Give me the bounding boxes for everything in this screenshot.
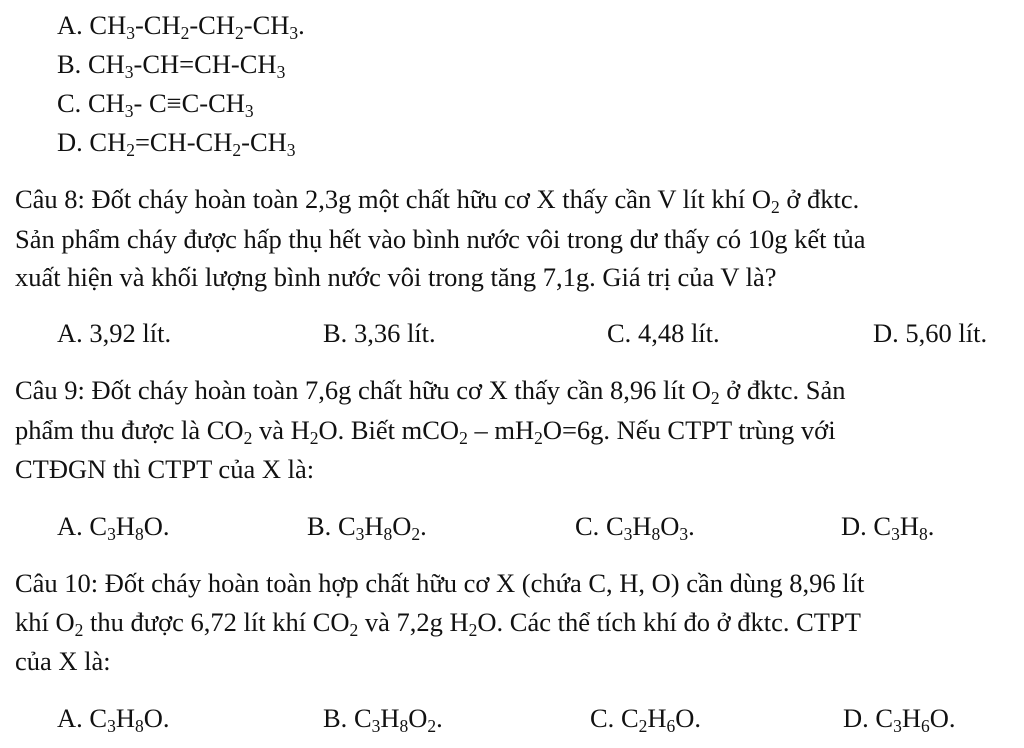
subscript: 3 (276, 61, 286, 82)
subscript: 3 (891, 523, 900, 544)
subscript: 8 (134, 523, 144, 544)
subscript: 2 (459, 427, 468, 448)
option-value: C2H6O. (620, 703, 702, 736)
subscript: 2 (534, 427, 543, 448)
option-letter: C. (607, 318, 632, 348)
subscript: 3 (289, 22, 299, 43)
subscript: 3 (623, 523, 633, 544)
subscript: 2 (235, 22, 244, 43)
subscript: 3 (126, 22, 135, 43)
q9-text-line-2: phẩm thu được là CO2 và H2O. Biết mCO2 – mH2O=6g. Nếu CTPT trùng với (15, 415, 836, 448)
q8-option-b (323, 320, 436, 347)
q8-option-d (873, 320, 987, 347)
option-value: C3H8O2. (353, 703, 443, 736)
subscript: 2 (232, 139, 242, 160)
subscript: 2 (126, 139, 135, 160)
option-letter: B. (307, 511, 332, 541)
subscript: 6 (920, 715, 930, 736)
q9-option-d (841, 511, 935, 544)
subscript: 3 (124, 100, 134, 121)
subscript: 3 (355, 523, 365, 544)
q9-text-line-3: CTĐGN thì CTPT của X là: (15, 454, 315, 484)
q10-text-line-1: Câu 10: Đốt cháy hoàn toàn hợp chất hữu cơ X (chứa C, H, O) cần dùng 8,96 lít (15, 568, 865, 598)
subscript: 2 (427, 715, 437, 736)
subscript: 3 (124, 61, 134, 82)
q8-text-line-3: xuất hiện và khối lượng bình nước vôi trong tăng 7,1g. Giá trị của V là? (15, 262, 777, 292)
subscript: 8 (134, 715, 144, 736)
option-value: 5,60 lít. (905, 318, 988, 348)
option-letter: D. (873, 318, 899, 348)
subscript: 8 (918, 523, 928, 544)
option-letter: A. (57, 10, 83, 40)
option-letter: C. (57, 88, 82, 118)
q9-option-b (307, 511, 427, 544)
q8-text-line-2: Sản phẩm cháy được hấp thụ hết vào bình nước vôi trong dư thấy có 10g kết tủa (15, 224, 866, 254)
subscript: 8 (399, 715, 409, 736)
option-letter: B. (57, 49, 82, 79)
option-value: C3H6O. (875, 703, 956, 736)
subscript: 2 (349, 619, 359, 640)
subscript: 3 (893, 715, 902, 736)
option-letter: A. (57, 703, 83, 733)
subscript: 2 (243, 427, 253, 448)
option-letter: B. (323, 318, 348, 348)
prev-option-b (57, 49, 286, 82)
q10-option-a (57, 703, 170, 736)
option-letter: D. (843, 703, 869, 733)
subscript: 2 (771, 196, 780, 217)
option-value: CH3-CH2-CH2-CH3. (89, 10, 305, 43)
subscript: 3 (371, 715, 381, 736)
option-letter: A. (57, 511, 83, 541)
prev-option-d (57, 127, 296, 160)
option-value: CH3- C≡C-CH3 (87, 88, 254, 121)
option-letter: B. (323, 703, 348, 733)
subscript: 2 (309, 427, 319, 448)
subscript: 3 (679, 523, 689, 544)
q8-option-a (57, 320, 171, 347)
option-letter: D. (841, 511, 867, 541)
subscript: 2 (411, 523, 421, 544)
subscript: 2 (180, 22, 190, 43)
option-value: C3H8. (873, 511, 935, 544)
option-value: 4,48 lít. (637, 318, 720, 348)
prev-option-a (57, 10, 305, 43)
q9-text-line-1: Câu 9: Đốt cháy hoàn toàn 7,6g chất hữu cơ X thấy cần 8,96 lít O2 ở đktc. Sản (15, 375, 846, 408)
option-letter: D. (57, 127, 83, 157)
subscript: 3 (107, 715, 116, 736)
option-value: C3H8O2. (337, 511, 427, 544)
option-value: C3H8O. (89, 703, 170, 736)
q9-option-a (57, 511, 170, 544)
subscript: 2 (468, 619, 478, 640)
q10-text-line-3: của X là: (15, 646, 111, 676)
q10-option-b (323, 703, 443, 736)
subscript: 3 (286, 139, 296, 160)
subscript: 8 (383, 523, 393, 544)
option-value: 3,36 lít. (353, 318, 436, 348)
subscript: 8 (651, 523, 661, 544)
option-value: CH2=CH-CH2-CH3 (89, 127, 296, 160)
q8-text-line-1: Câu 8: Đốt cháy hoàn toàn 2,3g một chất hữu cơ X thấy cần V lít khí O2 ở đktc. (15, 184, 860, 217)
option-letter: A. (57, 318, 83, 348)
q9-option-c (575, 511, 695, 544)
q10-option-d (843, 703, 956, 736)
subscript: 3 (244, 100, 254, 121)
subscript: 2 (638, 715, 648, 736)
subscript: 2 (710, 387, 720, 408)
q10-option-c (590, 703, 702, 736)
subscript: 2 (74, 619, 84, 640)
option-value: C3H8O3. (605, 511, 695, 544)
prev-option-c (57, 88, 254, 121)
option-letter: C. (590, 703, 615, 733)
q8-option-c (607, 320, 720, 347)
subscript: 6 (666, 715, 676, 736)
option-letter: C. (575, 511, 600, 541)
option-value: C3H8O. (89, 511, 170, 544)
option-value: 3,92 lít. (89, 318, 172, 348)
subscript: 3 (107, 523, 116, 544)
q10-text-line-2: khí O2 thu được 6,72 lít khí CO2 và 7,2g H2O. Các thể tích khí đo ở đktc. CTPT (15, 607, 861, 640)
option-value: CH3-CH=CH-CH3 (87, 49, 286, 82)
